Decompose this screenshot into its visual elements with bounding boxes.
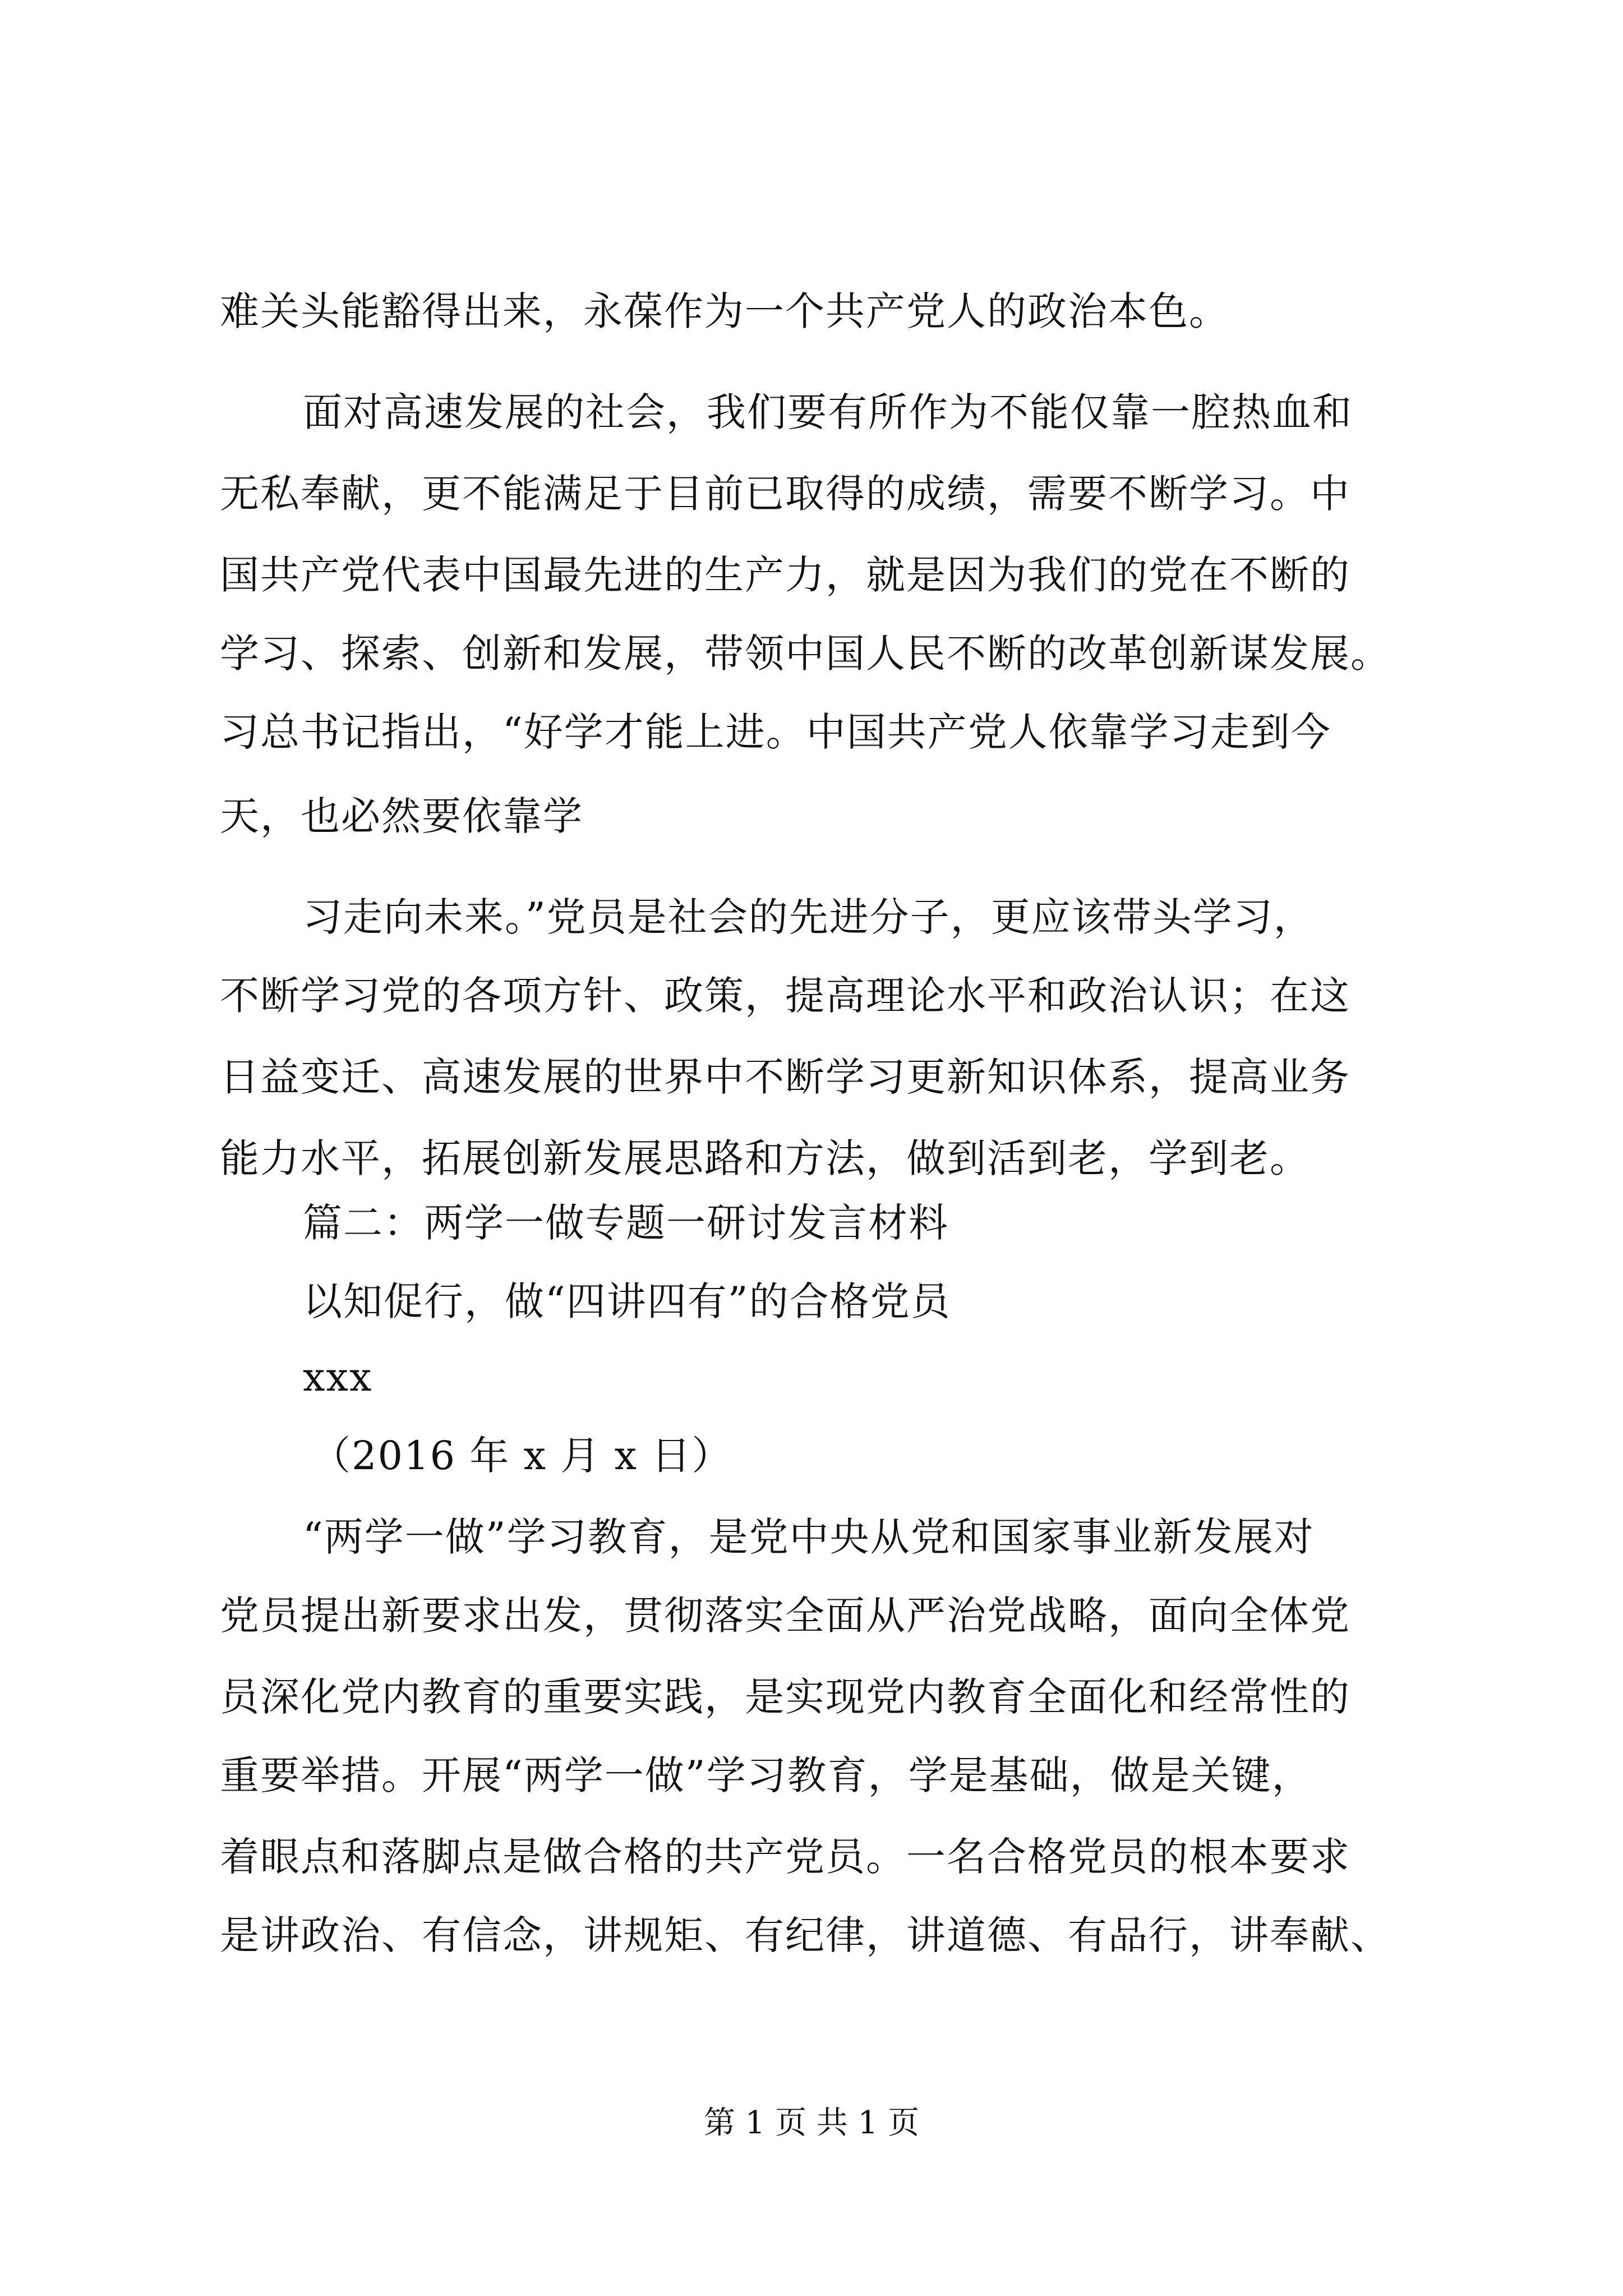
text-line: 不断学习党的各项方针、政策，提高理论水平和政治认识；在这: [220, 973, 1350, 1019]
text-line: 重要举措。开展“两学一做”学习教育，学是基础，做是关键，: [220, 1752, 1312, 1798]
text-line: 员深化党内教育的重要实践，是实现党内教育全面化和经常性的: [220, 1674, 1350, 1720]
article-title: 以知促行，做“四讲四有”的合格党员: [303, 1278, 951, 1324]
paragraph-start-line: 习走向未来。”党员是社会的先进分子，更应该带头学习，: [303, 894, 1314, 940]
text-line: 学习、探索、创新和发展，带领中国人民不断的改革创新谋发展。: [220, 631, 1391, 677]
author-name: xxx: [303, 1354, 373, 1400]
text-line: 难关头能豁得出来，永葆作为一个共产党人的政治本色。: [220, 288, 1229, 334]
text-line: 无私奉献，更不能满足于目前已取得的成绩，需要不断学习。中: [220, 471, 1350, 517]
text-line: 习总书记指出，“好学才能上进。中国共产党人依靠学习走到今: [220, 709, 1331, 755]
article-date: （2016 年 x 月 x 日）: [311, 1433, 732, 1479]
paragraph-start-line: “两学一做”学习教育，是党中央从党和国家事业新发展对: [303, 1514, 1315, 1560]
text-line: 日益变迁、高速发展的世界中不断学习更新知识体系，提高业务: [220, 1054, 1350, 1100]
text-line: 着眼点和落脚点是做合格的共产党员。一名合格党员的根本要求: [220, 1834, 1350, 1880]
text-line: 天，也必然要依靠学: [220, 793, 583, 839]
section-heading: 篇二：两学一做专题一研讨发言材料: [303, 1200, 949, 1246]
text-line: 国共产党代表中国最先进的生产力，就是因为我们的党在不断的: [220, 552, 1350, 598]
text-line: 党员提出新要求出发，贯彻落实全面从严治党战略，面向全体党: [220, 1593, 1350, 1639]
paragraph-start-line: 面对高速发展的社会，我们要有所作为不能仅靠一腔热血和: [303, 389, 1353, 435]
page-number-footer: 第 1 页 共 1 页: [703, 2105, 920, 2141]
text-line: 是讲政治、有信念，讲规矩、有纪律，讲道德、有品行，讲奉献、: [220, 1912, 1391, 1958]
text-line: 能力水平，拓展创新发展思路和方法，做到活到老，学到老。: [220, 1135, 1310, 1181]
